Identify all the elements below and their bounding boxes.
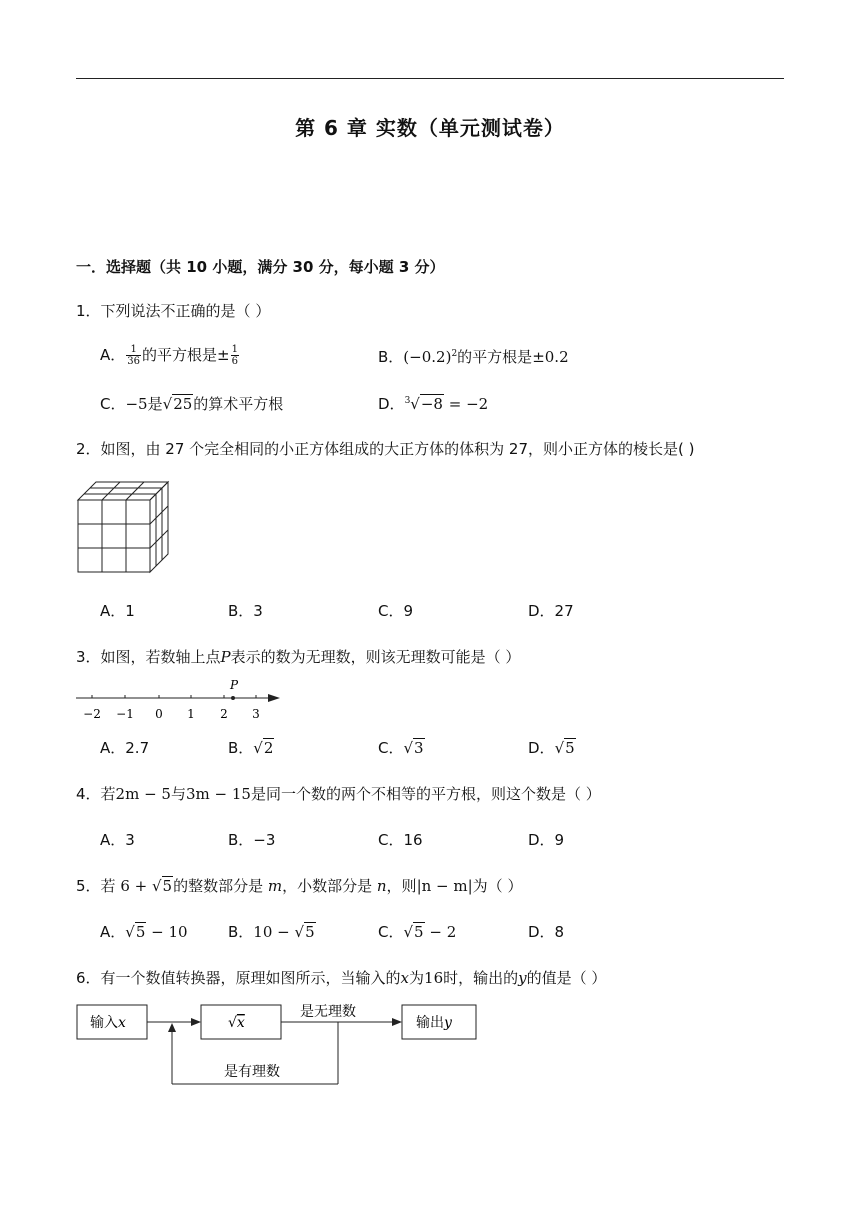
question-2-stem: 2．如图，由 27 个完全相同的小正方体组成的大正方体的体积为 27，则小正方体的棱长是( ) [76, 440, 695, 458]
tick-label: 3 [252, 707, 260, 721]
fraction: $\frac{1}{36}$ [127, 344, 140, 367]
q4-option-b[interactable]: B．−3 [228, 831, 276, 849]
q3-option-c[interactable]: C．√3 [378, 739, 424, 757]
question-1-stem: 1．下列说法不正确的是（ ） [76, 302, 271, 320]
page-title: 第 6 章 实数（单元测试卷） [295, 116, 565, 140]
q2-option-c[interactable]: C．9 [378, 602, 414, 620]
q2-option-d[interactable]: D．27 [528, 602, 574, 620]
q1-option-a[interactable]: A． $\frac{1}{36}$ 的平方根是± $\frac{1}{6}$ [100, 344, 238, 367]
output-box-label: 输出y [416, 1015, 452, 1031]
tick-label: 2 [220, 707, 228, 721]
q3-option-b[interactable]: B．√2 [228, 739, 274, 757]
q2-option-b[interactable]: B．3 [228, 602, 263, 620]
q5-option-c[interactable]: C．√5 − 2 [378, 923, 457, 941]
q1-option-b[interactable]: B．$(-0.2)^2$的平方根是±0.2 [378, 348, 569, 366]
q1-option-d[interactable]: D．$^3$√−8 = −2 [378, 395, 489, 413]
cube-figure [76, 480, 176, 576]
tick-label: 1 [187, 707, 195, 721]
sqrt-expression: √25 [162, 395, 193, 413]
tick-label: −1 [116, 707, 134, 721]
q5-option-a[interactable]: A．√5 − 10 [100, 923, 188, 941]
q1-option-c[interactable]: C．−5是√25的算术平方根 [100, 395, 284, 413]
point-p-marker [231, 696, 235, 700]
cube-root-expression: $^3$√−8 [404, 395, 443, 413]
header-rule [76, 78, 784, 79]
tick-label: −2 [83, 707, 101, 721]
q4-option-d[interactable]: D．9 [528, 831, 565, 849]
question-4-stem: 4．若2m − 5与3m − 15是同一个数的两个不相等的平方根，则这个数是（ ） [76, 785, 601, 803]
q3-option-d[interactable]: D．√5 [528, 739, 575, 757]
number-line [76, 676, 286, 724]
irrational-branch-label: 是无理数 [300, 1004, 356, 1020]
question-6-stem: 6．有一个数值转换器，原理如图所示，当输入的x为16时，输出的y的值是（ ） [76, 969, 607, 987]
q2-option-a[interactable]: A．1 [100, 602, 135, 620]
converter-flowchart [76, 998, 486, 1090]
q3-option-a[interactable]: A．2.7 [100, 739, 150, 757]
point-p-label: P [230, 678, 239, 692]
tick-label: 0 [155, 707, 163, 721]
input-box-label: 输入x [90, 1015, 126, 1031]
question-5-stem: 5．若 6 + √5的整数部分是 m，小数部分是 n，则|n − m|为（ ） [76, 877, 523, 895]
q5-option-b[interactable]: B．10 − √5 [228, 923, 315, 941]
sqrt-box-label: √x [228, 1015, 245, 1031]
question-3-stem: 3．如图，若数轴上点P表示的数为无理数，则该无理数可能是（ ） [76, 648, 521, 666]
q4-option-c[interactable]: C．16 [378, 831, 423, 849]
section-heading: 一．选择题（共 10 小题，满分 30 分，每小题 3 分） [76, 258, 445, 276]
rational-branch-label: 是有理数 [224, 1064, 280, 1080]
q4-option-a[interactable]: A．3 [100, 831, 135, 849]
q5-option-d[interactable]: D．8 [528, 923, 565, 941]
fraction: $\frac{1}{6}$ [231, 344, 238, 367]
